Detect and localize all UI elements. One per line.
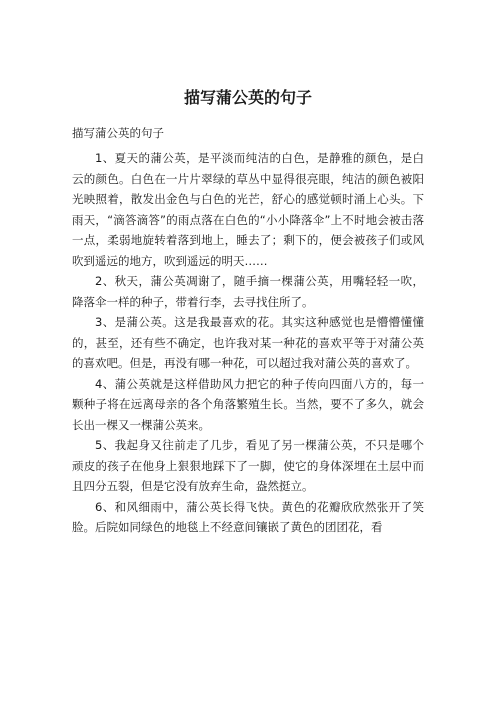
paragraph-2: 2、秋天，蒲公英凋谢了，随手摘一棵蒲公英，用嘴轻轻一吹，降落伞一样的种子，带着行李，去寻找住所了。 xyxy=(72,274,424,309)
document-body xyxy=(72,148,424,538)
document-title: 描写蒲公英的句子 xyxy=(183,88,312,107)
paragraph-5: 5、我起身又往前走了几步，看见了另一棵蒲公英，不只是哪个顽皮的孩子在他身上狠狠地踩下了一脚，使它的身体深埋在土层中而且四分五裂，但是它没有放弃生命，盎然挺立。 xyxy=(72,438,424,493)
paragraph-3: 3、是蒲公英。这是我最喜欢的花。其实这种感觉也是懵懵懂懂的，甚至，还有些不确定，也许我对某一种花的喜欢平等于对蒲公英的喜欢吧。但是，再没有哪一种花，可以超过我对蒲公英的喜欢了。 xyxy=(72,315,424,370)
document-subtitle: 描写蒲公英的句子 xyxy=(72,126,164,140)
paragraph-4: 4、蒲公英就是这样借助风力把它的种子传向四面八方的，每一颗种子将在远离母亲的各个角落繁殖生长。当然，要不了多久，就会长出一棵又一棵蒲公英来。 xyxy=(72,376,424,432)
paragraph-6: 6、和风细雨中，蒲公英长得飞快。黄色的花瓣欣欣然张开了笑脸。后院如同绿色的地毯上不经意间镶嵌了黄色的团团花，看 xyxy=(72,499,424,534)
paragraph-1: 1、夏天的蒲公英，是平淡而纯洁的白色，是静雅的颜色，是白云的颜色。白色在一片片翠绿的草丛中显得很亮眼，纯洁的颜色被阳光映照着，散发出金色与白色的光芒，舒心的感觉顿时涌上心头。下雨天，“滴答滴答”的雨点落在白色的“小小降落伞”上不时地会被击落一点，柔弱地旋转着落到地上，睡去了；剩下的，便会被孩子们或风吹到遥远的地方，吹到遥远的明天…… xyxy=(72,151,424,268)
